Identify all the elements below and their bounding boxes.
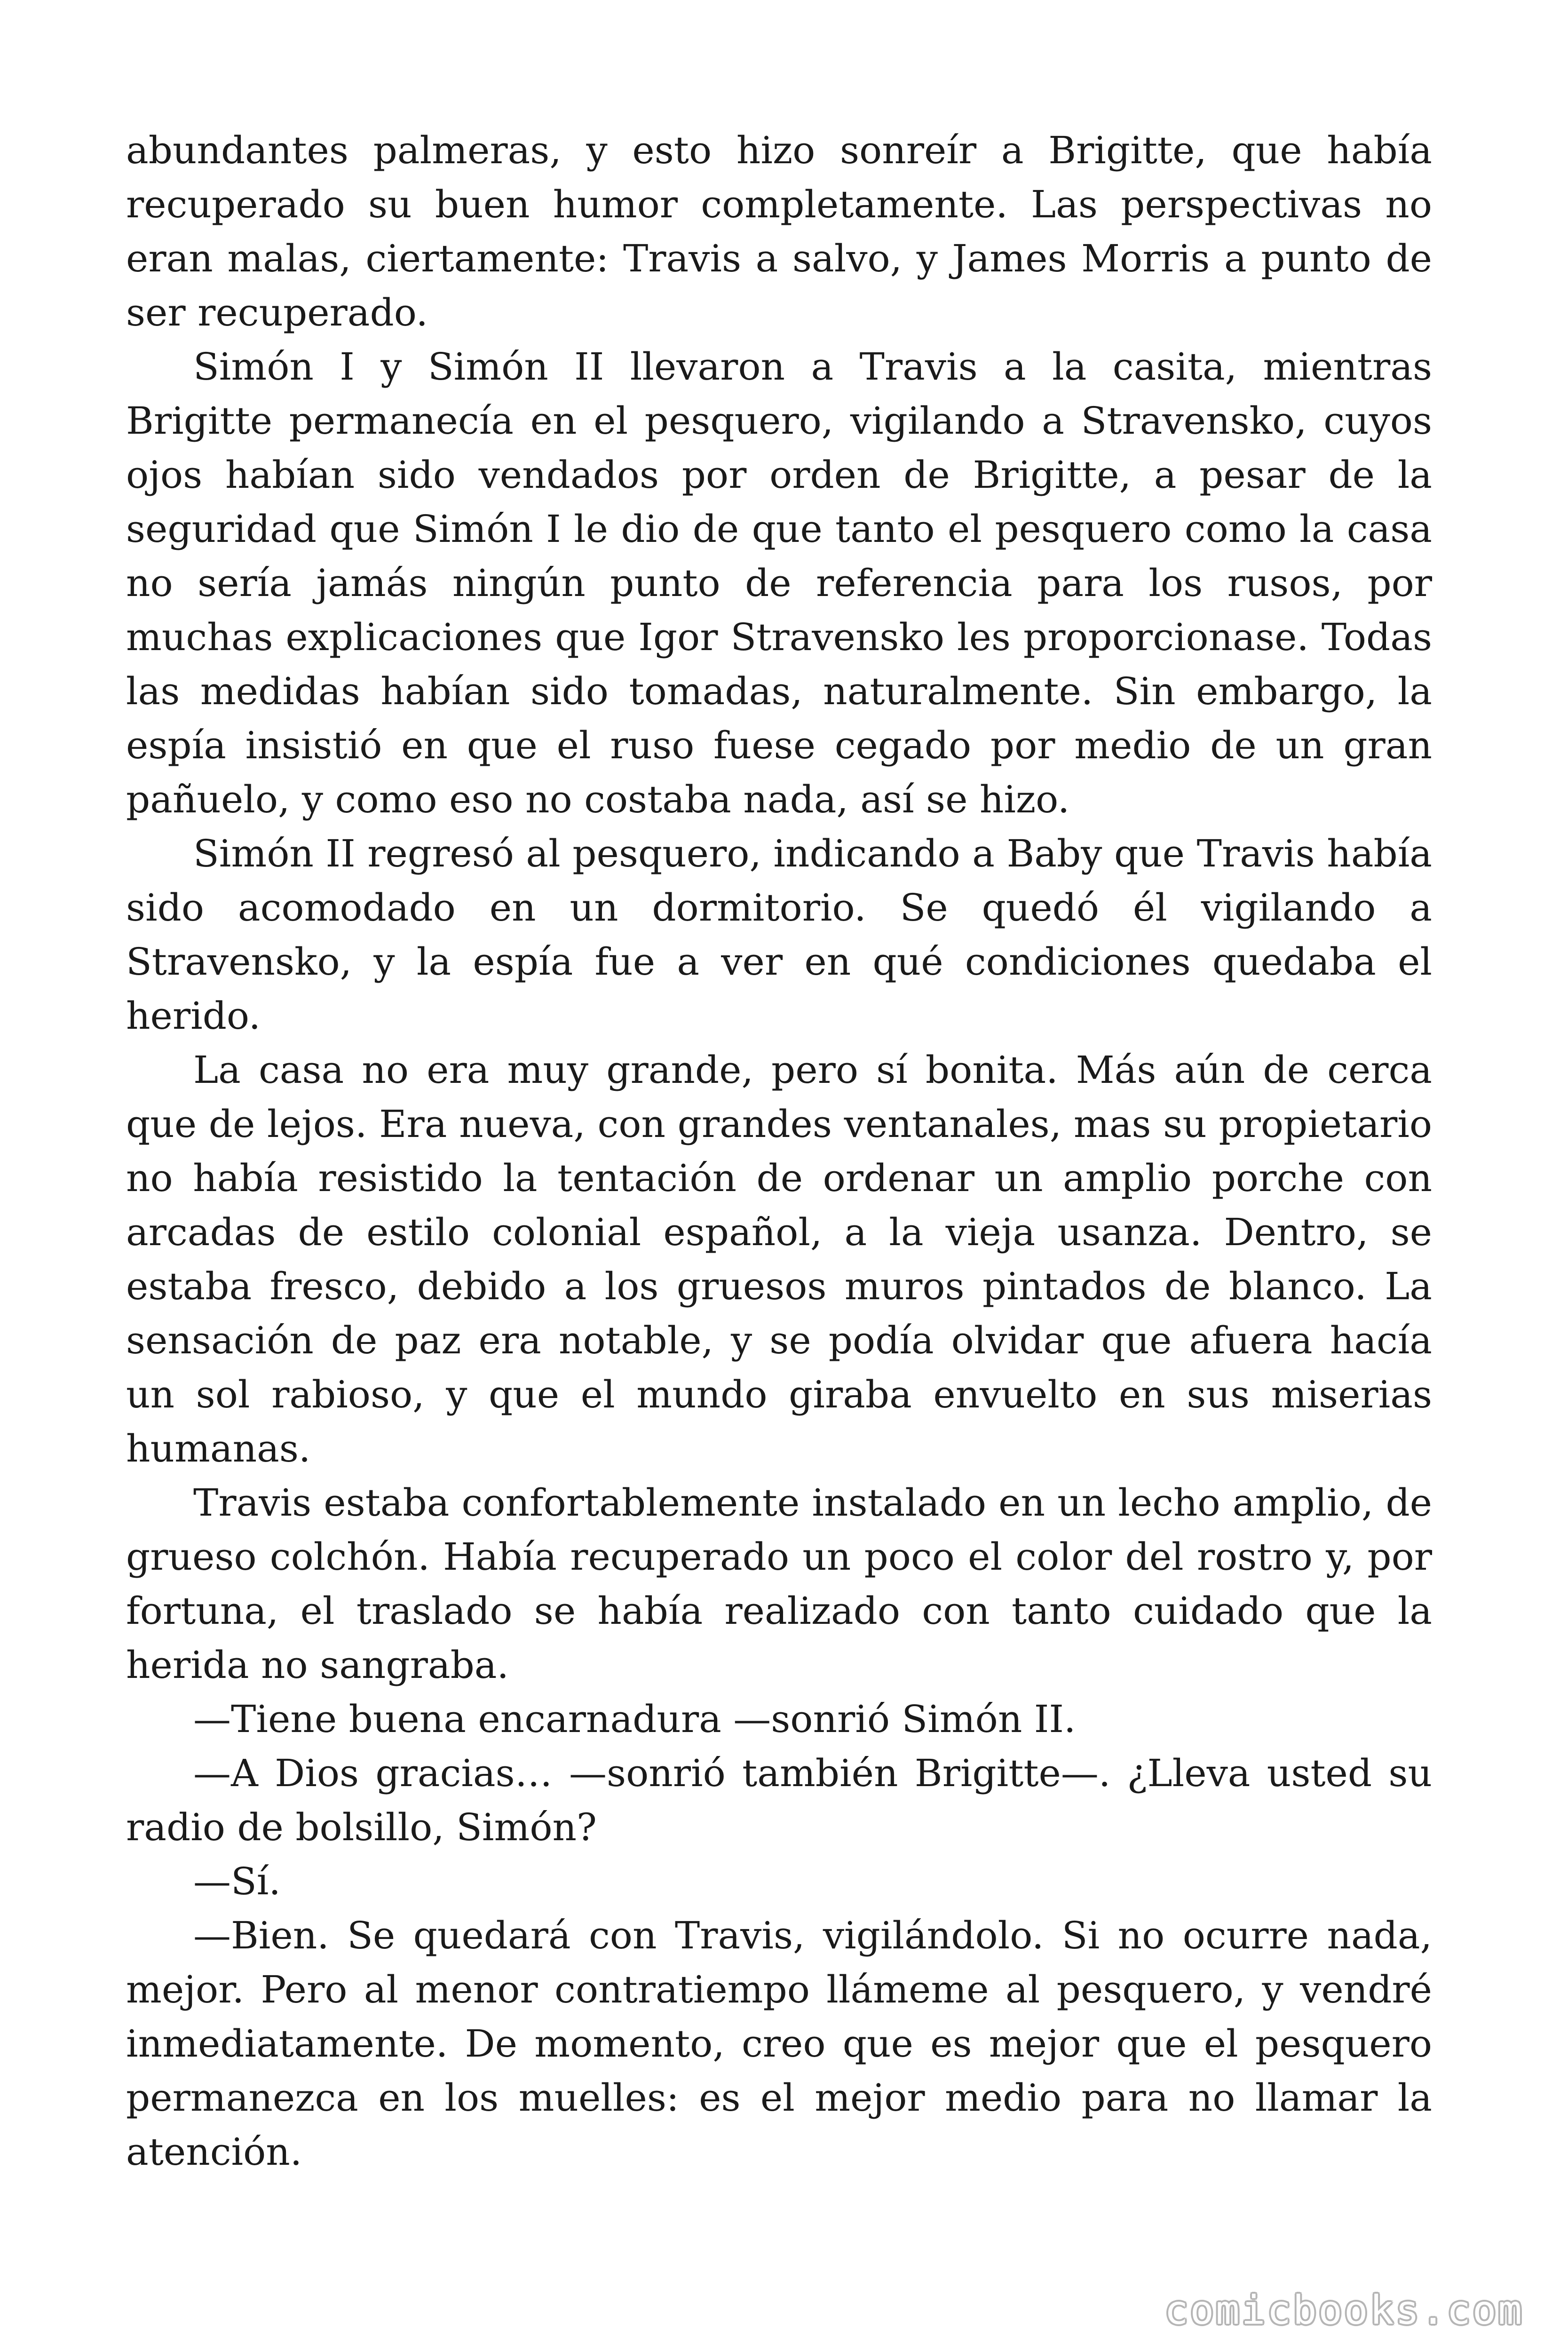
- paragraph: Simón II regresó al pesquero, indicando a Baby que Travis había sido acomodado en un dormitorio. Se quedó él vigilando a Stravensko, y la espía fue a ver en qué condiciones quedaba el herido.: [126, 832, 1432, 1038]
- paragraph: Simón I y Simón II llevaron a Travis a la casita, mientras Brigitte permanecía en el pesquero, vigilando a Stravensko, cuyos ojos habían sido vendados por orden de Brigitte, a pesar de la seguridad que Simón I le dio de que tanto el pesquero como la casa no sería jamás ningún punto de referencia para los rusos, por muchas explicaciones que Igor Stravensko les proporcionase. Todas las medidas habían sido tomadas, naturalmente. Sin embargo, la espía insistió en que el ruso fuese cegado por medio de un gran pañuelo, y como eso no costaba nada, así se hizo.: [126, 345, 1432, 821]
- dialogue-line: —Bien. Se quedará con Travis, vigilándolo. Si no ocurre nada, mejor. Pero al menor contratiempo llámeme al pesquero, y vendré inmediatamente. De momento, creo que es mejor que el pesquero permanezca en los muelles: es el mejor medio para no llamar la atención.: [126, 1914, 1432, 2174]
- watermark-logo: comicbooks.com: [1164, 2287, 1524, 2333]
- dialogue-line: —A Dios gracias… —sonrió también Brigitte—. ¿Lleva usted su radio de bolsillo, Simón?: [126, 1751, 1432, 1849]
- paragraph: La casa no era muy grande, pero sí bonita. Más aún de cerca que de lejos. Era nueva, con grandes ventanales, mas su propietario no había resistido la tentación de ordenar un amplio porche con arcadas de estilo colonial español, a la vieja usanza. Dentro, se estaba fresco, debido a los gruesos muros pintados de blanco. La sensación de paz era notable, y se podía olvidar que afuera hacía un sol rabioso, y que el mundo giraba envuelto en sus miserias humanas.: [126, 1048, 1432, 1470]
- dialogue-line: —Tiene buena encarnadura —sonrió Simón II.: [193, 1697, 1076, 1741]
- paragraph-continuation: abundantes palmeras, y esto hizo sonreír a Brigitte, que había recuperado su buen humor completamente. Las perspectivas no eran malas, ciertamente: Travis a salvo, y James Morris a punto de ser recuperado.: [126, 128, 1432, 334]
- body-text: [126, 123, 1432, 2179]
- dialogue-line: —Sí.: [193, 1859, 281, 1903]
- paragraph: Travis estaba confortablemente instalado en un lecho amplio, de grueso colchón. Había recuperado un poco el color del rostro y, por fortuna, el traslado se había realizado con tanto cuidado que la herida no sangraba.: [126, 1481, 1432, 1687]
